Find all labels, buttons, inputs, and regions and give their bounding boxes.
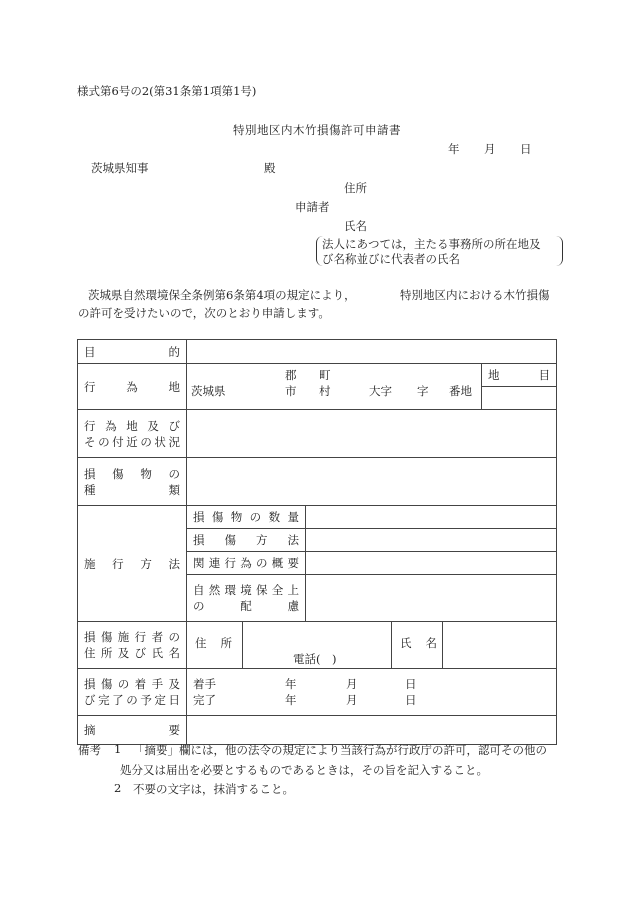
schedule-start-month: 月: [346, 677, 358, 691]
form-title: 特別地区内木竹損傷許可申請書: [233, 123, 401, 137]
schedule-label-1: 損 傷 の 着 手 及: [84, 677, 180, 691]
row-surroundings: [78, 410, 557, 458]
remarks-label-cell: [78, 716, 187, 745]
schedule-start: 着手: [193, 677, 216, 691]
site-aza: 字: [417, 383, 429, 398]
method-quantity-label: 損 傷 物 の 数 量: [193, 510, 299, 524]
site-machi: 町: [319, 367, 331, 382]
addressee-honorific: 殿: [264, 161, 276, 175]
notes-label: 備考: [78, 743, 101, 757]
method-consider-label-1: 自 然 環 境 保 全 上: [193, 583, 299, 597]
row-remarks: [78, 716, 557, 745]
row-executor: [78, 622, 557, 669]
damaged-items-label-2: 種 類: [84, 482, 180, 497]
schedule-label-cell: [78, 669, 187, 716]
addressee-name: 茨城県知事: [91, 161, 149, 175]
date-year: 年: [448, 142, 460, 156]
method-related-label-cell: [187, 552, 306, 575]
applicant-address-label: 住所: [344, 181, 367, 195]
method-quantity-input[interactable]: [306, 506, 557, 529]
site-mura: 村: [319, 383, 331, 398]
form-number: 様式第6号の2(第31条第1項第1号): [77, 84, 257, 98]
site-pref: 茨城県: [191, 383, 226, 398]
schedule-end: 完了: [193, 693, 216, 707]
row-schedule: [78, 669, 557, 716]
surroundings-input[interactable]: [187, 410, 557, 458]
note1-line2: 処分又は届出を必要とするものであるときは，その旨を記入すること。: [120, 763, 488, 777]
land-category-label: 地 目: [488, 368, 551, 382]
executor-cell: [187, 622, 557, 669]
corporate-note-line1: 法人にあつては，主たる事務所の所在地及: [322, 237, 541, 251]
purpose-input[interactable]: [187, 340, 557, 364]
method-consider-label-2: の 配 慮: [193, 599, 299, 613]
note1-line1: 「摘要」欄には，他の法令の規定により当該行為が行政庁の許可，認可その他の: [133, 743, 547, 757]
purpose-label: 目 的: [84, 344, 180, 359]
applicant-label: 申請者: [295, 200, 330, 214]
surroundings-label-2: そ の 付 近 の 状 況: [84, 434, 180, 449]
executor-address-label: 住所: [195, 636, 246, 650]
executor-phone: 電話( ): [293, 652, 337, 666]
site-gun: 郡: [285, 367, 297, 382]
remarks-input[interactable]: [187, 716, 557, 745]
site-label: 行 為 地: [84, 379, 180, 394]
schedule-start-year: 年: [285, 677, 297, 691]
row-method-quantity: [78, 506, 557, 529]
executor-label-2: 住 所 及 び 氏 名: [84, 646, 180, 660]
method-way-input[interactable]: [306, 529, 557, 552]
method-related-input[interactable]: [306, 552, 557, 575]
method-way-label-cell: [187, 529, 306, 552]
executor-name-label: 氏名: [400, 636, 451, 650]
note1-number: 1: [114, 742, 122, 756]
schedule-end-year: 年: [285, 693, 297, 707]
executor-address-input[interactable]: [242, 622, 392, 668]
schedule-input[interactable]: [187, 669, 557, 716]
site-label-cell: [78, 364, 187, 410]
note2-number: 2: [114, 781, 122, 795]
damaged-items-label-1: 損 傷 物 の: [84, 466, 180, 481]
purpose-label-cell: [78, 340, 187, 364]
application-table: [77, 339, 557, 745]
row-damaged-items: [78, 458, 557, 506]
method-related-label: 関 連 行 為 の 概 要: [193, 556, 299, 570]
land-category-input[interactable]: [482, 387, 557, 410]
note2-text: 不要の文字は，抹消すること。: [133, 782, 294, 796]
schedule-end-day: 日: [405, 693, 417, 707]
site-banchi: 番地: [449, 383, 472, 398]
site-shi: 市: [285, 383, 297, 398]
land-category-label-cell: [482, 364, 557, 387]
damaged-items-input[interactable]: [187, 458, 557, 506]
method-label-cell: [78, 506, 187, 622]
surroundings-label-cell: [78, 410, 187, 458]
executor-label-cell: [78, 622, 187, 669]
site-address-input[interactable]: [187, 364, 482, 410]
method-way-label: 損 傷 方 法: [193, 533, 299, 547]
site-oaza: 大字: [369, 383, 392, 398]
method-label: 施 行 方 法: [84, 556, 180, 571]
schedule-start-day: 日: [405, 677, 417, 691]
method-quantity-label-cell: [187, 506, 306, 529]
executor-label-1: 損 傷 施 行 者 の: [84, 630, 180, 644]
body-line1-b: 特別地区内における木竹損傷: [400, 288, 550, 302]
date-month: 月: [484, 142, 496, 156]
damaged-items-label-cell: [78, 458, 187, 506]
row-site: [78, 364, 557, 387]
body-line2: の許可を受けたいので，次のとおり申請します。: [78, 306, 330, 320]
date-day: 日: [520, 142, 532, 156]
corporate-note-line2: び名称並びに代表者の氏名: [322, 252, 460, 266]
applicant-name-label: 氏名: [344, 219, 367, 233]
executor-name-input[interactable]: [442, 622, 557, 668]
schedule-label-2: び 完 了 の 予 定 日: [84, 693, 180, 707]
surroundings-label-1: 行 為 地 及 び: [84, 418, 180, 433]
row-purpose: [78, 340, 557, 364]
remarks-label: 摘 要: [84, 723, 180, 737]
schedule-end-month: 月: [346, 693, 358, 707]
method-consider-input[interactable]: [306, 575, 557, 622]
body-line1-a: 茨城県自然環境保全条例第6条第4項の規定により，: [88, 288, 356, 302]
method-consider-label-cell: [187, 575, 306, 622]
